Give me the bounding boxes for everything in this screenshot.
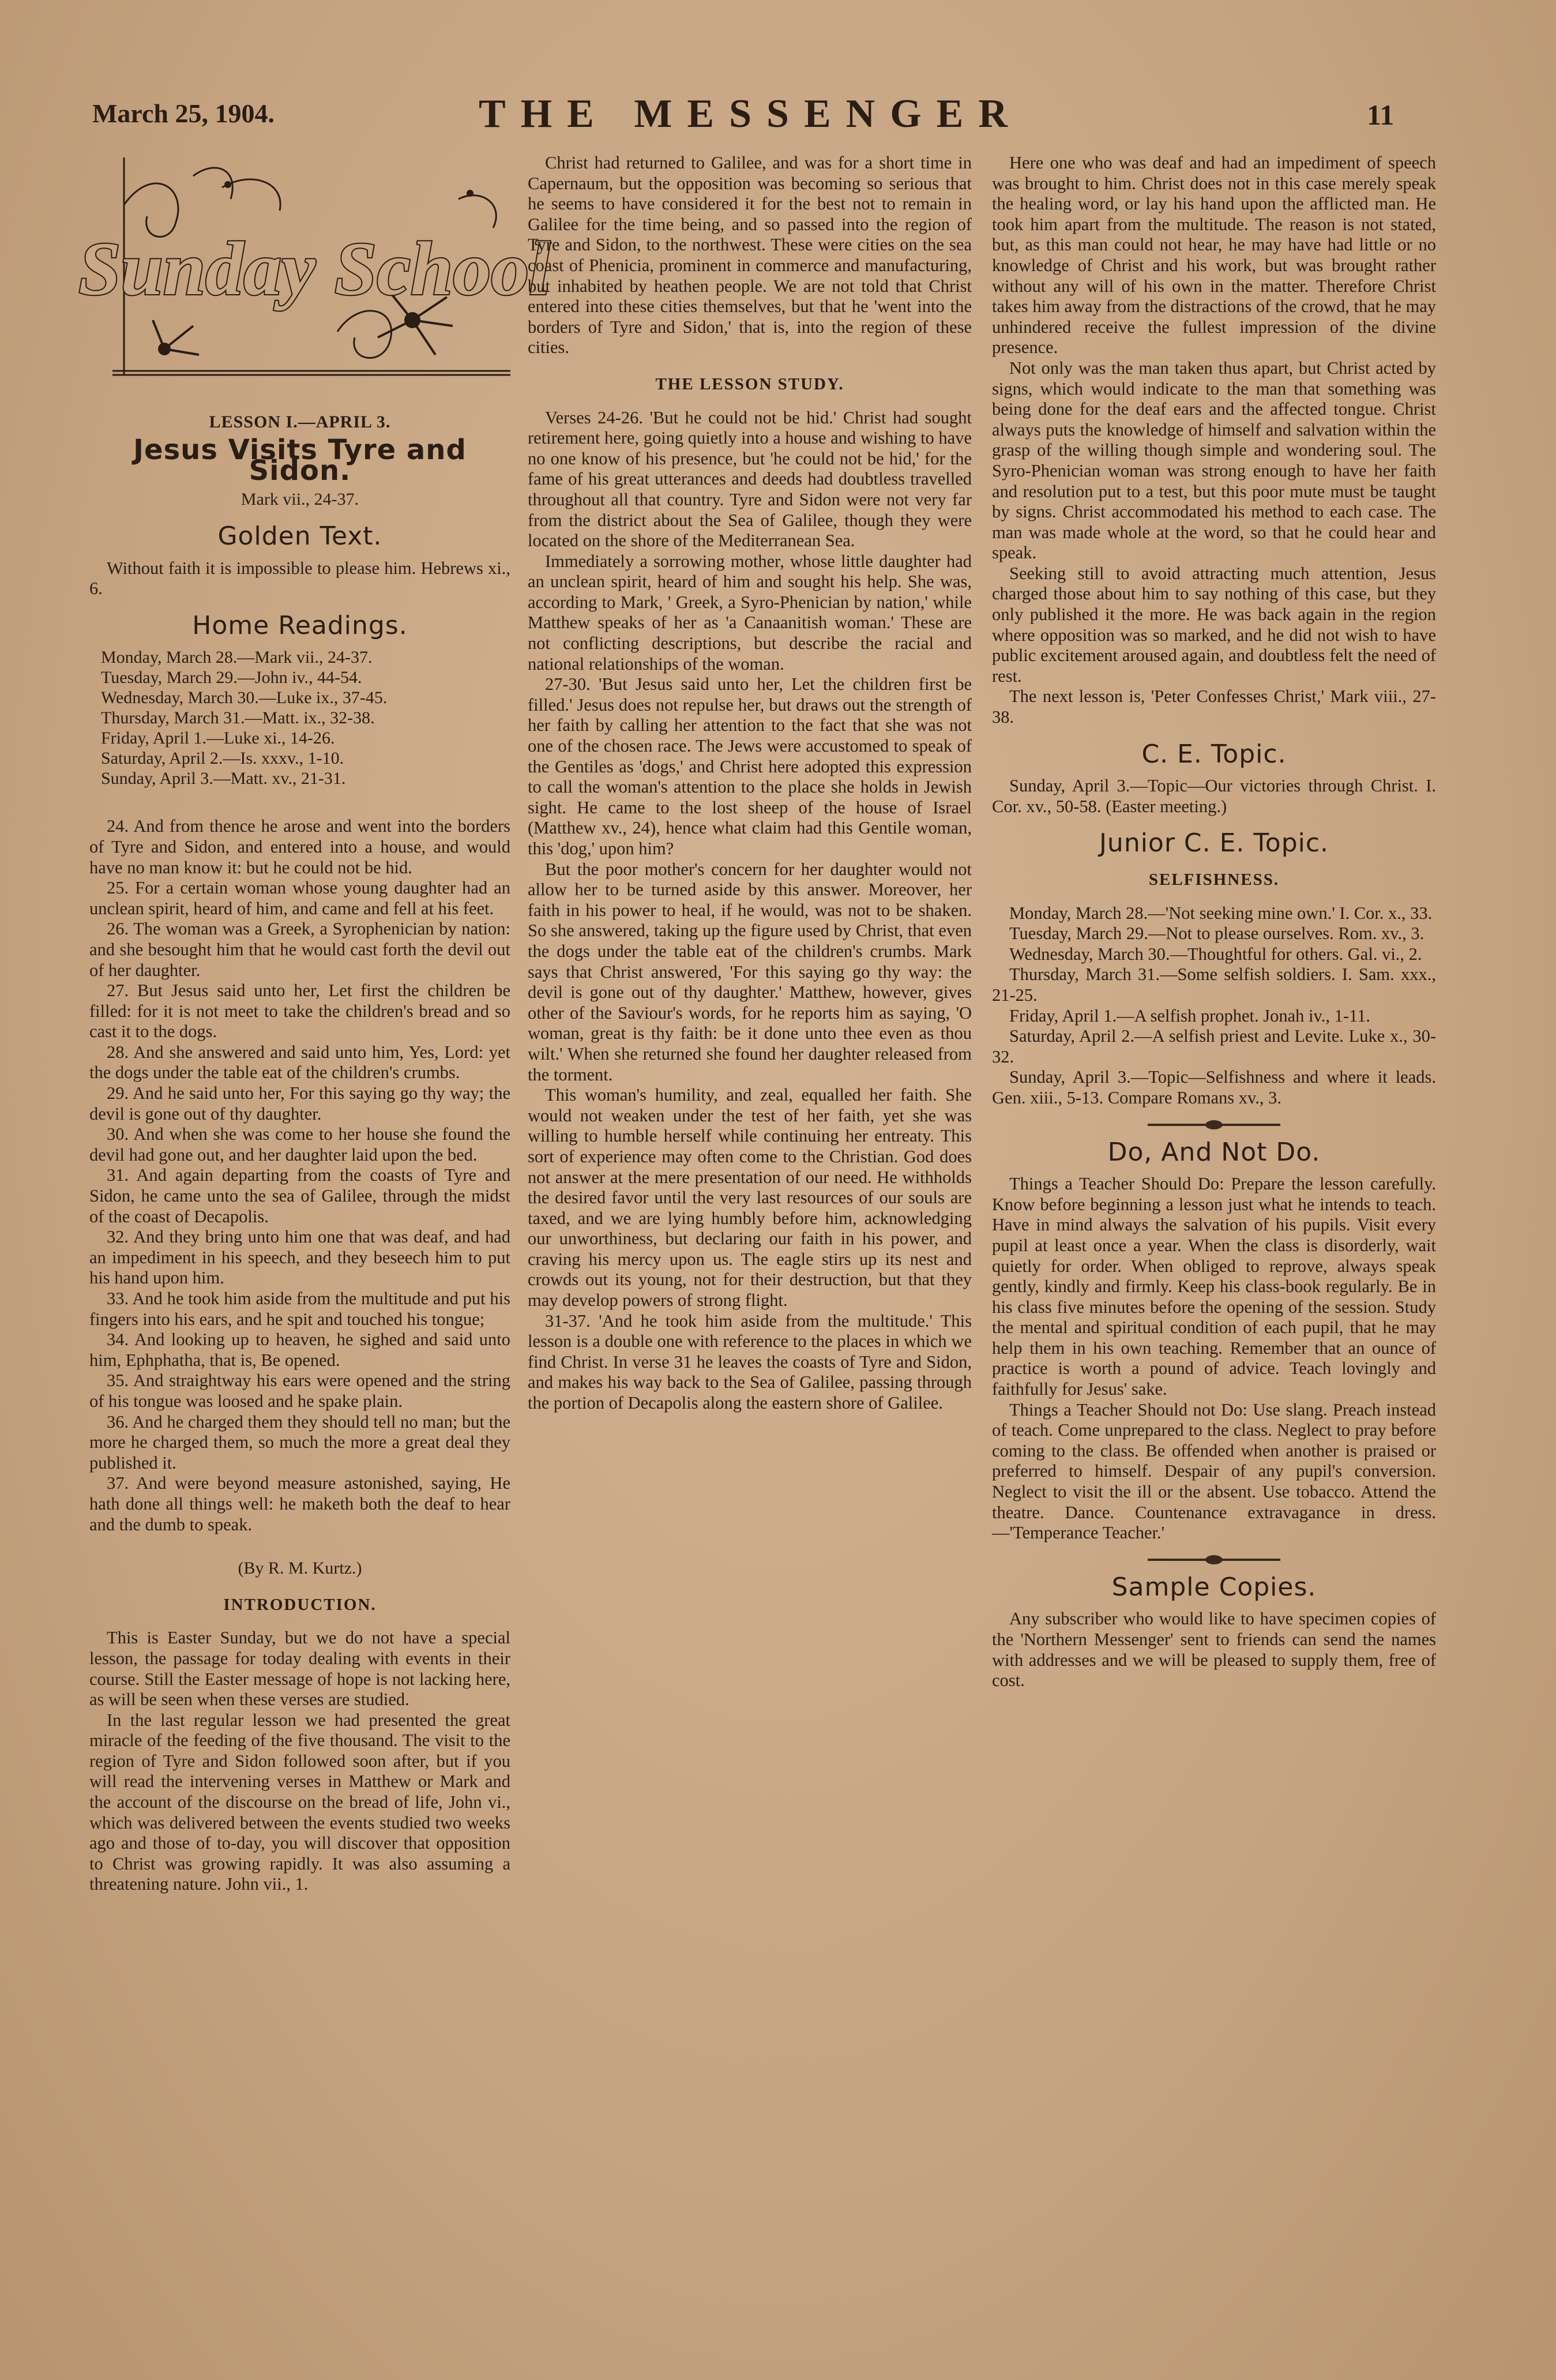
scripture-verse: 34. And looking up to heaven, he sighed and said unto him, Ephphatha, that is, Be opened. [89,1330,510,1370]
lesson-title: Jesus Visits Tyre and Sidon. [133,434,467,487]
home-reading-item: Sunday, April 3.—Matt. xv., 21-31. [101,769,346,789]
scripture-verse: 29. And he said unto her, For this saying go thy way; the devil is gone out of thy daughter. [89,1083,510,1124]
scripture-verse: 32. And they bring unto him one that was deaf, and had an impediment in his speech, and they beseech him to put his hand upon him. [89,1227,510,1288]
newspaper-title: THE MESSENGER [479,92,1023,136]
scripture-verse: 27. But Jesus said unto her, Let first the children be filled: for it is not meet to take the children's bread and so cast it to the dogs. [89,981,510,1042]
introduction-paragraph: Christ had returned to Galilee, and was for a short time in Capernaum, but the opposition was becoming so serious that he seems to have considered it for the best not to remain in Galilee for the time being, and so passed into the region of Tyre and Sidon, to the northwest. These were cities on the sea coast of Phenicia, prominent in commerce and manufacturing, but inhabited by heathen people. We are not told that Christ entered into these cities themselves, but that he 'went into the borders of Tyre and Sidon,' that is, into the region of these cities. [528,153,972,358]
do-paragraph: Things a Teacher Should Do: Prepare the lesson carefully. Know before beginning a lesson just what he intends to teach. Have in mind always the salvation of his pupils. Visit every pupil at least once a year. When the class is disorderly, wait quietly for order. When obliged to reprove, always speak gently, kindly and firmly. Keep his class-book regularly. Be in his class five minutes before the opening of the session. Study the mental and spiritual condition of each pupil, that he may help them in his own teaching. Remember that an ounce of practice is worth a pound of advice. Teach lovingly and faithfully for Jesus' sake. [992,1174,1436,1399]
page-number: 11 [1367,99,1395,131]
section-divider [1148,1559,1280,1561]
lesson-number: LESSON I.—APRIL 3. [209,412,391,431]
section-divider [1148,1124,1280,1126]
golden-text: Without faith it is impossible to please him. Hebrews xi., 6. [89,558,510,599]
home-reading-item: Tuesday, March 29.—John iv., 44-54. [101,668,362,688]
issue-date: March 25, 1904. [92,99,275,128]
junior-topic-item: Saturday, April 2.—A selfish priest and Levite. Luke x., 30-32. [992,1026,1436,1067]
junior-topic-item: Wednesday, March 30.—Thoughtful for others. Gal. vi., 2. [1009,944,1422,964]
sunday-school-logo [78,153,550,384]
study-paragraph: Not only was the man taken thus apart, but Christ acted by signs, which would indicate to the man that something was being done for the deaf ears and the affected tongue. Christ always puts the knowledge of himself and salvation within the grasp of the willing though simple and wondering soul. The Syro-Phenician woman was strong enough to have her faith and resolution put to a test, but this poor mute must be taught by signs. Christ accommodated his method to each case. The man was made whole at the word, so that he could hear and speak. [992,358,1436,563]
study-paragraph: But the poor mother's concern for her daughter would not allow her to be turned aside by this answer. Moreover, her faith in his power to heal, if he would, was not to be shaken. So she answered, taking up the figure used by Christ, that even the dogs under the table eat of the children's crumbs. Mark says that Christ answered, 'For this saying go thy way: the devil is gone out of thy daughter.' Matthew, however, gives other of the Saviour's words, for he reports him as saying, 'O woman, great is thy faith: be it done unto thee even as thou wilt.' When she returned she found her daughter released from the torment. [528,859,972,1084]
scripture-verse: 30. And when she was come to her house she found the devil had gone out, and her daughter laid upon the bed. [89,1124,510,1165]
junior-topic-item: Monday, March 28.—'Not seeking mine own.' I. Cor. x., 33. [1009,903,1433,923]
scripture-verse: 26. The woman was a Greek, a Syrophenician by nation: and she besought him that he would cast forth the devil out of her daughter. [89,919,510,980]
scripture-verse: 31. And again departing from the coasts of Tyre and Sidon, he came unto the sea of Galilee, through the midst of the coast of Decapolis. [89,1165,510,1226]
next-lesson-note: The next lesson is, 'Peter Confesses Christ,' Mark viii., 27-38. [992,686,1436,727]
junior-ce-topic-heading: Junior C. E. Topic. [1099,828,1329,858]
home-reading-item: Friday, April 1.—Luke xi., 14-26. [101,729,335,748]
golden-text-heading: Golden Text. [217,521,382,551]
masthead [0,87,1556,162]
scripture-verse: 36. And he charged them they should tell no man; but the more he charged them, so much the more a great deal they published it. [89,1412,510,1473]
home-reading-item: Saturday, April 2.—Is. xxxv., 1-10. [101,749,344,768]
junior-topic-item: Friday, April 1.—A selfish prophet. Jonah iv., 1-11. [1009,1005,1371,1026]
scripture-verse: 25. For a certain woman whose young daughter had an unclean spirit, heard of him, and came and fell at his feet. [89,878,510,918]
study-paragraph: This woman's humility, and zeal, equalled her faith. She would not weaken under the test of her faith, yet she was willing to humble herself while continuing her entreaty. This sort of experience may often come to the Christian. God does not answer at the mere presentation of our need. He withholds the desired favor until the very last resources of our souls are taxed, and we are lying humbly before him, acknowledging our unworthiness, but declaring our faith in his power, and craving his mercy upon us. The eagle stirs up its nest and crowds out its young, not for their destruction, but that they may develop powers of strong flight. [528,1085,972,1311]
introduction-paragraph: This is Easter Sunday, but we do not have a special lesson, the passage for today dealing with events in their course. Still the Easter message of hope is not lacking here, as will be seen when these verses are studied. [89,1628,510,1710]
scripture-verse: 37. And were beyond measure astonished, saying, He hath done all things well: he maketh both the deaf to hear and the dumb to speak. [89,1473,510,1534]
scripture-verse: 35. And straightway his ears were opened and the string of his tongue was loosed and he spake plain. [89,1371,510,1411]
junior-topic-item: Sunday, April 3.—Topic—Selfishness and where it leads. Gen. xiii., 5-13. Compare Romans xv., 3. [992,1067,1436,1108]
column-2 [528,153,972,1414]
study-paragraph: Immediately a sorrowing mother, whose little daughter had an unclean spirit, heard of him and sought his help. She was, according to Mark, ' Greek, a Syro-Phenician by nation,' while Matthew speaks of her as 'a Canaanitish woman.' These are not conflicting descriptions, but describe the racial and national relationships of the woman. [528,551,972,674]
study-paragraph: 27-30. 'But Jesus said unto her, Let the children first be filled.' Jesus does not repulse her, but draws out the strength of her faith by calling her attention to the fact that she was not one of the chosen race. The Jews were accustomed to speak of the Gentiles as 'dogs,' and Christ here adopted this expression to call the woman's attention to the place she holds in Jewish sight. He came to the lost sheep of the house of Israel (Matthew xv., 24), hence what claim had this Gentile woman, this 'dog,' upon him? [528,674,972,858]
lesson-reference: Mark vii., 24-37. [240,490,359,509]
home-reading-item: Thursday, March 31.—Matt. ix., 32-38. [101,708,375,728]
author-byline: (By R. M. Kurtz.) [238,1559,362,1578]
scripture-verse: 33. And he took him aside from the multitude and put his fingers into his ears, and he spit and touched his tongue; [89,1289,510,1329]
home-reading-item: Monday, March 28.—Mark vii., 24-37. [101,648,373,667]
home-reading-item: Wednesday, March 30.—Luke ix., 37-45. [101,688,388,708]
scripture-verse: 24. And from thence he arose and went into the borders of Tyre and Sidon, and entered into a house, and would have no man know it: but he could not be hid. [89,816,510,877]
home-readings-heading: Home Readings. [192,610,408,640]
not-do-paragraph: Things a Teacher Should not Do: Use slang. Preach instead of teach. Come unprepared to the class. Neglect to pray before coming to the class. Be offended when another is praised or preferred to himself. Despair of any pupil's conversion. Neglect to visit the ill or the absent. Use tobacco. Attend the theatre. Dance. Countenance extravagance in dress.—'Temperance Teacher.' [992,1399,1436,1543]
junior-ce-subheading: SELFISHNESS. [1148,870,1280,889]
introduction-heading: INTRODUCTION. [223,1595,377,1614]
logo-text: Sunday School [78,226,550,311]
sample-copies-text: Any subscriber who would like to have specimen copies of the 'Northern Messenger' sent to friends can send the names with addresses and we will be pleased to supply them, free of cost. [992,1609,1436,1691]
sample-copies-heading: Sample Copies. [1111,1572,1317,1602]
home-readings-list [101,647,510,789]
study-paragraph: Verses 24-26. 'But he could not be hid.' Christ had sought retirement here, going quietly into a house and wishing to have no one know of his presence, but 'he could not be hid,' for the fame of his great utterances and deeds had doubtless travelled throughout all that country. Tyre and Sidon were not very far from the district about the Sea of Galilee, though they were located on the shore of the Mediterranean Sea. [528,407,972,551]
study-paragraph: Here one who was deaf and had an impediment of speech was brought to him. Christ does not in this case merely speak the healing word, or lay his hand upon the afflicted man. He took him apart from the multitude. The reason is not stated, but, as this man could not hear, he may have had little or no knowledge of Christ and his work, but was brought rather without any will of his own in the matter. Therefore Christ takes him away from the distractions of the crowd, that he may unhindered receive the fullest impression of the divine presence. [992,153,1436,358]
introduction-paragraph: In the last regular lesson we had presented the great miracle of the feeding of the five thousand. The visit to the region of Tyre and Sidon followed soon after, but if you will read the intervening verses in Matthew or Mark and the account of the discourse on the bread of life, John vi., which was delivered between the events studied two weeks ago and those of to-day, you will discover that opposition to Christ was growing rapidly. It was also assuming a threatening nature. John vii., 1. [89,1710,510,1894]
do-and-not-do-heading: Do, And Not Do. [1107,1137,1321,1167]
ce-topic-text: Sunday, April 3.—Topic—Our victories through Christ. I. Cor. xv., 50-58. (Easter meeting.) [992,776,1436,816]
study-paragraph: 31-37. 'And he took him aside from the multitude.' This lesson is a double one with reference to the places in which we find Christ. In verse 31 he leaves the coasts of Tyre and Sidon, and makes his way back to the Sea of Galilee, passing through the portion of Decapolis along the eastern shore of Galilee. [528,1311,972,1413]
study-paragraph: Seeking still to avoid attracting much attention, Jesus charged those about him to say nothing of this case, but they only published it the more. He was back again in the region where opposition was so marked, and he did not wish to have public excitement aroused again, and doubtless felt the need of rest. [992,563,1436,686]
column-1 [78,153,550,1895]
column-3 [992,153,1436,1691]
lesson-study-heading: THE LESSON STUDY. [655,374,844,393]
ce-topic-heading: C. E. Topic. [1141,739,1287,769]
junior-topic-item: Thursday, March 31.—Some selfish soldiers. I. Sam. xxx., 21-25. [992,964,1436,1005]
junior-topic-item: Tuesday, March 29.—Not to please ourselves. Rom. xv., 3. [1009,924,1425,944]
scripture-verse: 28. And she answered and said unto him, Yes, Lord: yet the dogs under the table eat of the children's crumbs. [89,1042,510,1083]
